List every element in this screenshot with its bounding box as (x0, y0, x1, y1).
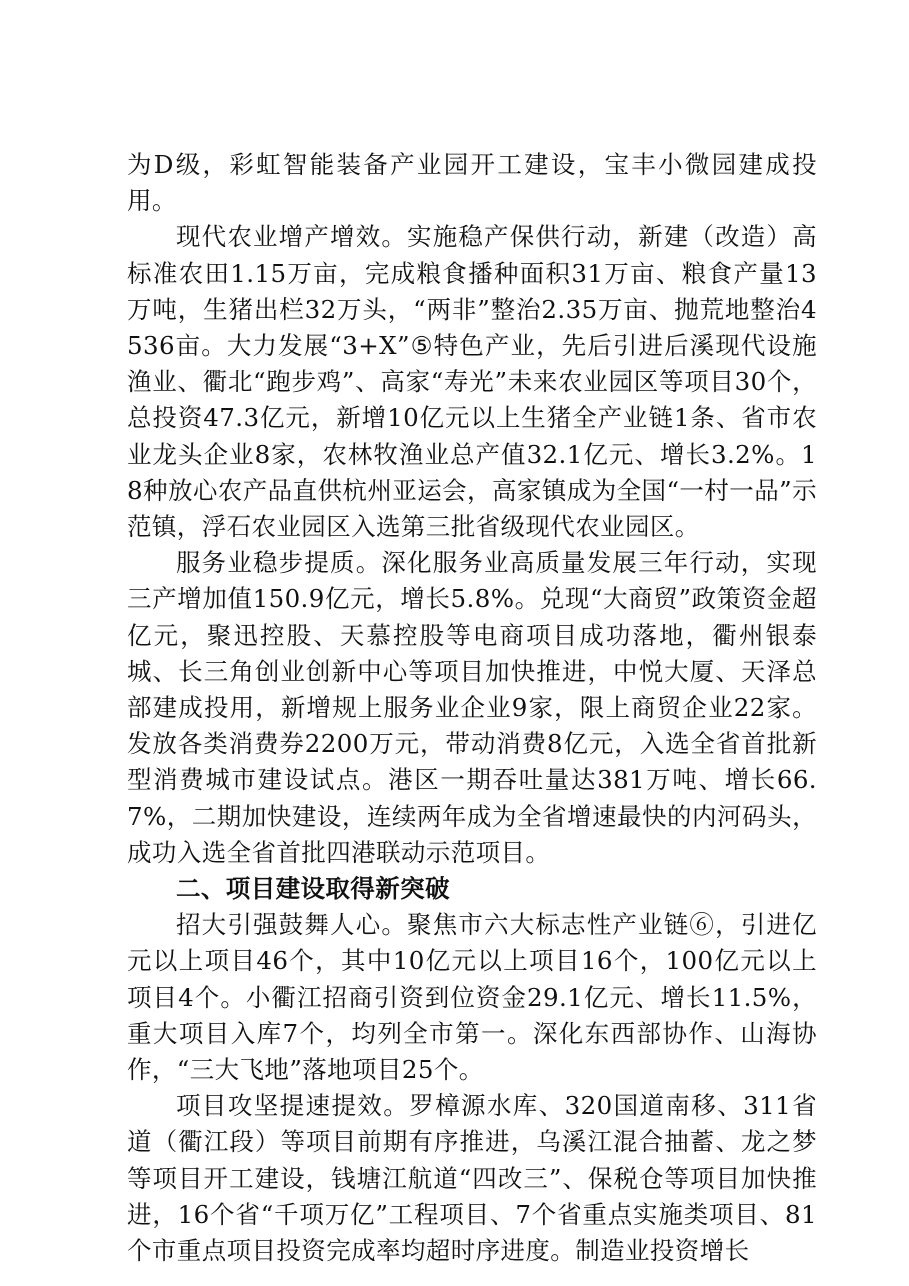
paragraph-investment-attraction: 招大引强鼓舞人心。聚焦市六大标志性产业链⑥，引进亿元以上项目46个，其中10亿元以上项目16个，100亿元以上项目4个。小衢江招商引资到位资金29.1亿元、增长11.5%，重大项目入库7个，均列全市第一。深化东西部协作、山海协作，“三大飞地”落地项目25个。 (127, 910, 817, 1085)
document-body (127, 147, 817, 1269)
paragraph-service-industry: 服务业稳步提质。深化服务业高质量发展三年行动，实现三产增加值150.9亿元，增长5.8%。兑现“大商贸”政策资金超亿元，聚迅控股、天慕控股等电商项目成功落地，衢州银泰城、长三角创业创新中心等项目加快推进，中悦大厦、天泽总部建成投用，新增规上服务业企业9家，限上商贸企业22家。发放各类消费券2200万元，带动消费8亿元，入选全省首批新型消费城市建设试点。港区一期吞吐量达381万吨、增长66.7%，二期加快建设，连续两年成为全省增速最快的内河码头，成功入选全省首批四港联动示范项目。 (127, 548, 817, 867)
paragraph-modern-agriculture: 现代农业增产增效。实施稳产保供行动，新建（改造）高标准农田1.15万亩，完成粮食播种面积31万亩、粮食产量13万吨，生猪出栏32万头，“两非”整治2.35万亩、抛荒地整治4536亩。大力发展“3+X”⑤特色产业，先后引进后溪现代设施渔业、衢北“跑步鸡”、高家“寿光”未来农业园区等项目30个，总投资47.3亿元，新增10亿元以上生猪全产业链1条、省市农业龙头企业8家，农林牧渔业总产值32.1亿元、增长3.2%。18种放心农产品直供杭州亚运会，高家镇成为全国“一村一品”示范镇，浮石农业园区入选第三批省级现代农业园区。 (127, 222, 817, 542)
section-heading-project-construction: 二、项目建设取得新突破 (176, 874, 450, 904)
paragraph-continuation: 为D级，彩虹智能装备产业园开工建设，宝丰小微园建成投用。 (127, 150, 817, 216)
paragraph-project-acceleration: 项目攻坚提速提效。罗樟源水库、320国道南移、311省道（衢江段）等项目前期有序推进，乌溪江混合抽蓄、龙之梦等项目开工建设，钱塘江航道“四改三”、保税仓等项目加快推进，16个省“千项万亿”工程项目、7个省重点实施类项目、81个市重点项目投资完成率均超时序进度。制造业投资增长 (127, 1091, 817, 1266)
